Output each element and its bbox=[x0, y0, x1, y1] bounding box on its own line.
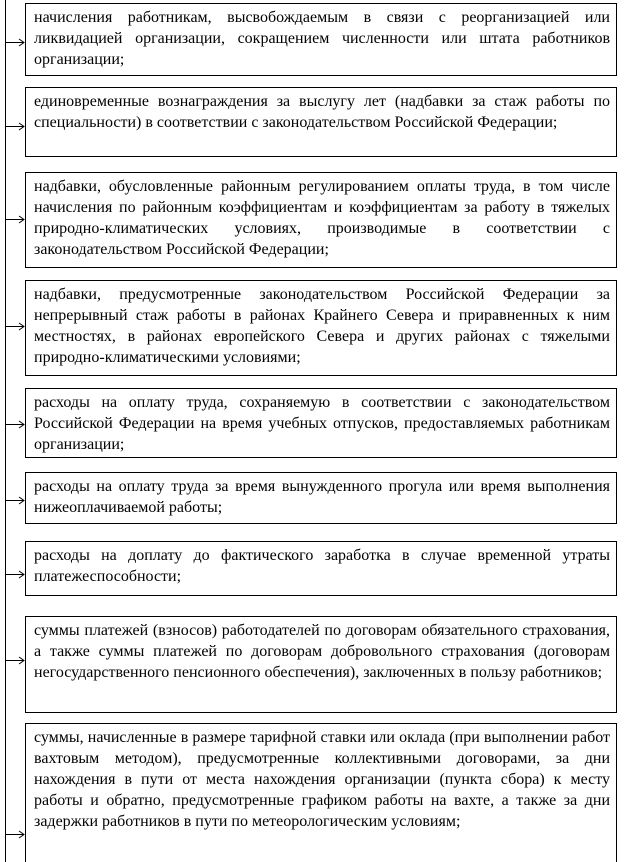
item-box-5 bbox=[25, 388, 617, 458]
arrow-icon bbox=[5, 322, 25, 331]
arrow-icon bbox=[5, 215, 25, 224]
item-box-8 bbox=[25, 616, 617, 713]
item-text-1: начисления работникам, высвобождаемым в связи с реорганизацией или ликвидацией организации, сокращением численности или штата работников организации; bbox=[34, 9, 610, 68]
arrow-icon bbox=[5, 38, 25, 47]
arrow-icon bbox=[5, 570, 25, 579]
item-box-1 bbox=[25, 3, 617, 76]
arrow-icon bbox=[5, 420, 25, 429]
item-box-7 bbox=[25, 541, 617, 596]
item-box-6 bbox=[25, 472, 617, 524]
item-box-3 bbox=[25, 172, 617, 268]
item-box-4 bbox=[25, 280, 617, 376]
item-text-7: расходы на доплату до фактического заработка в случае временной утраты платежеспособности; bbox=[34, 547, 610, 585]
item-text-3: надбавки, обусловленные районным регулированием оплаты труда, в том числе начисления по районным коэффициентам и коэффициентам за работу в тяжелых природно-климатических условиях, производимые в соответствии с законодательством Российской Федерации; bbox=[34, 178, 610, 258]
item-text-9: суммы, начисленные в размере тарифной ставки или оклада (при выполнении работ вахтовым методом), предусмотренные коллективными договорами, за дни нахождения в пути от места нахождения организации (пункта сбора) к месту работы и обратно, предусмотренные графиком работы на вахте, а также за дни задержки работников в пути по метеорологическим условиям; bbox=[34, 729, 610, 830]
item-text-6: расходы на оплату труда за время вынужденного прогула или время выполнения нижеоплачиваемой работы; bbox=[34, 478, 610, 516]
item-text-5: расходы на оплату труда, сохраняемую в соответствии с законодательством Российской Федерации на время учебных отпусков, предоставляемых работникам организации; bbox=[34, 394, 610, 453]
arrow-icon bbox=[5, 122, 25, 131]
item-box-9 bbox=[25, 723, 617, 862]
item-text-4: надбавки, предусмотренные законодательством Российской Федерации за непрерывный стаж работы в районах Крайнего Севера и приравненных к ним местностях, в районах европейского Севера и других районах с тяжелыми природно-климатическими условиями; bbox=[34, 286, 610, 366]
arrow-icon bbox=[5, 656, 25, 665]
arrow-icon bbox=[5, 830, 25, 839]
item-box-2 bbox=[25, 87, 617, 157]
arrow-icon bbox=[5, 496, 25, 505]
item-text-2: единовременные вознаграждения за выслугу лет (надбавки за стаж работы по специальности) в соответствии с законодательством Российской Федерации; bbox=[34, 93, 610, 131]
item-text-8: суммы платежей (взносов) работодателей по договорам обязательного страхования, а также суммы платежей по договорам добровольного страхования (договорам негосударственного пенсионного обеспечения), заключенных в пользу работников; bbox=[34, 622, 610, 681]
